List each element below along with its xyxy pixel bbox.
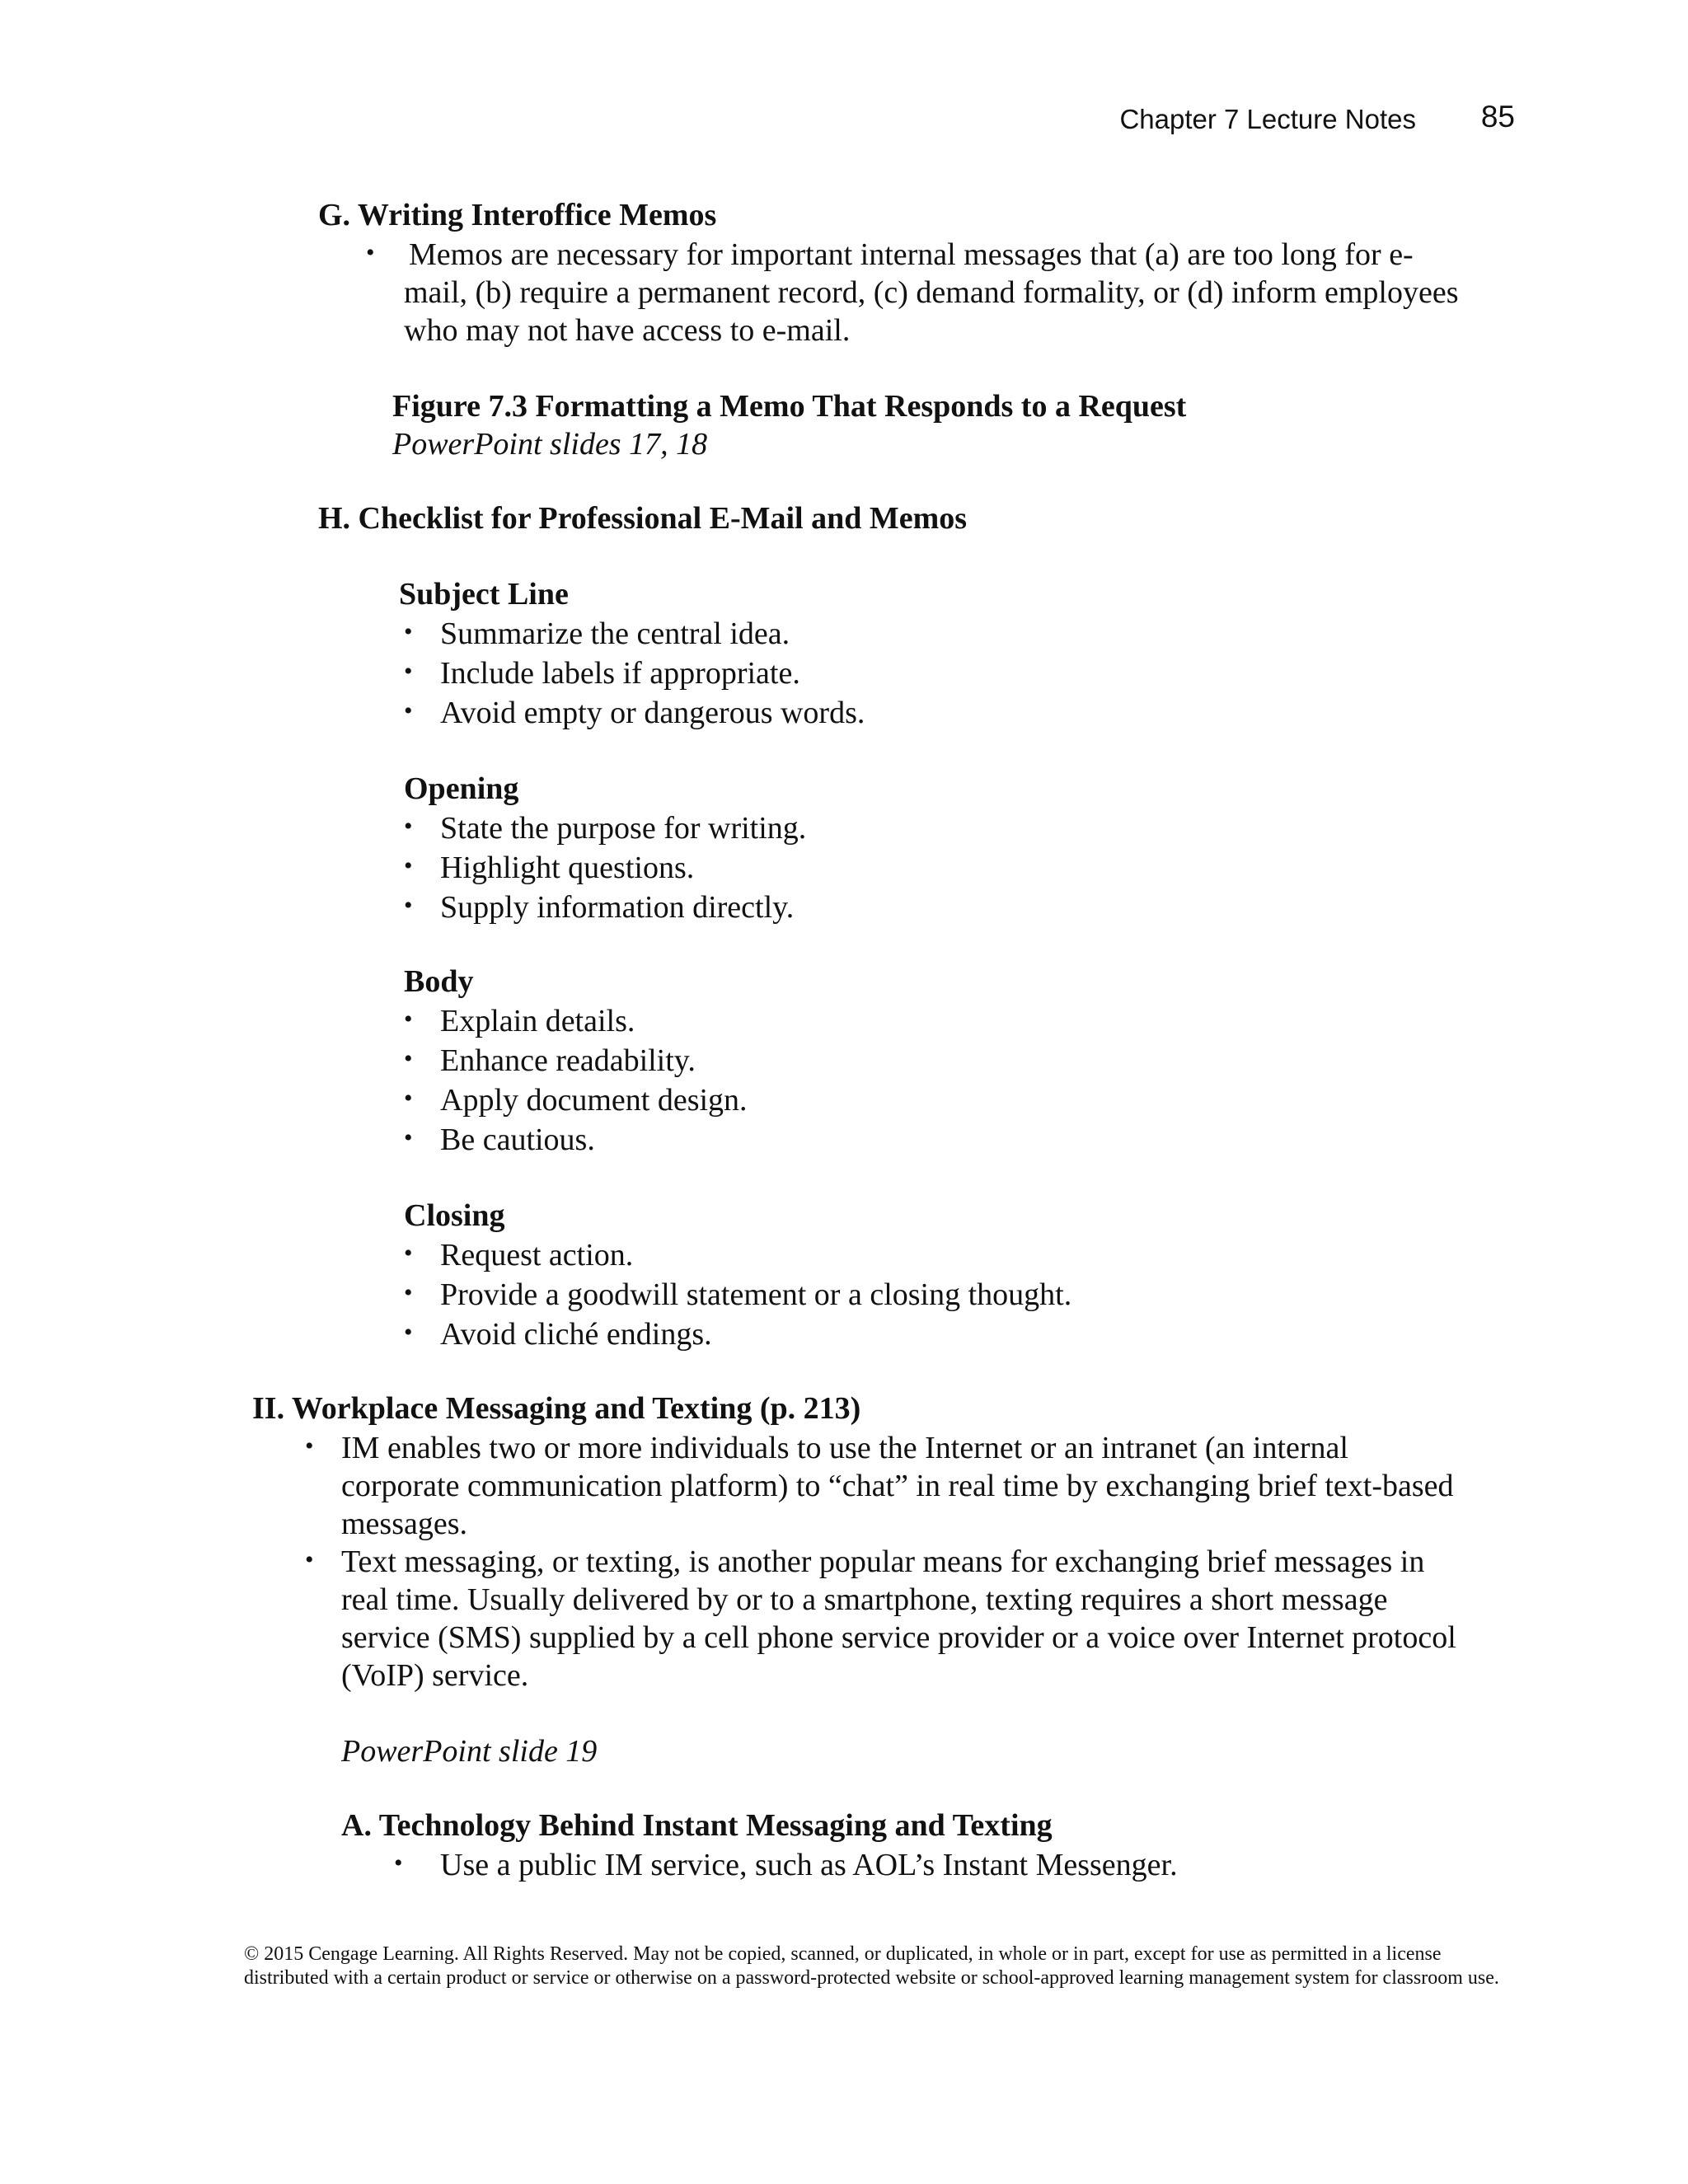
checklist-item: Be cautious. [440,1122,595,1157]
checklist-item: Supply information directly. [440,890,795,925]
bullet-icon: • [404,1085,413,1112]
checklist-item: Apply document design. [440,1083,748,1118]
bullet-icon: • [404,892,413,919]
bullet-icon: • [404,658,413,685]
section-ii-heading: II. Workplace Messaging and Texting (p. 213) [252,1391,861,1426]
page-number: 85 [1480,100,1515,134]
section-g-bullet-line: Memos are necessary for important internal messages that (a) are too long for e- [409,237,1414,272]
section-g-bullet-line: mail, (b) require a permanent record, (c) demand formality, or (d) inform employees [404,275,1459,310]
section-ii-bullet-line: Text messaging, or texting, is another popular means for exchanging brief messages in [341,1544,1425,1579]
section-ii-bullet-line: corporate communication platform) to “chat” in real time by exchanging brief text-based [341,1469,1454,1503]
section-h-heading: H. Checklist for Professional E-Mail and Memos [318,501,968,536]
running-header-title: Chapter 7 Lecture Notes [1119,104,1416,134]
checklist-item: Avoid cliché endings. [440,1317,712,1352]
figure-caption: Figure 7.3 Formatting a Memo That Responds to a Request [392,389,1187,424]
bullet-icon: • [404,697,413,724]
slide-note: PowerPoint slide 19 [341,1734,598,1769]
bullet-icon: • [404,1124,413,1151]
section-g-bullet-line: who may not have access to e-mail. [404,313,851,348]
bullet-icon: • [305,1432,314,1460]
bullet-icon: • [404,852,413,879]
checklist-item: Include labels if appropriate. [440,656,800,691]
checklist-item: Enhance readability. [440,1043,696,1078]
section-ii-bullet-line: real time. Usually delivered by or to a smartphone, texting requires a short message [341,1582,1388,1617]
subsection-a-heading: A. Technology Behind Instant Messaging and Texting [341,1808,1053,1843]
section-g-heading: G. Writing Interoffice Memos [318,198,717,232]
checklist-group-title: Body [404,964,474,999]
checklist-group-title: Closing [404,1198,505,1233]
checklist-item: Avoid empty or dangerous words. [440,696,865,730]
checklist-item: Summarize the central idea. [440,616,790,651]
bullet-icon: • [404,1005,413,1033]
checklist-item: Provide a goodwill statement or a closing thought. [440,1277,1072,1312]
bullet-icon: • [366,239,375,266]
section-ii-bullet-line: messages. [341,1507,468,1541]
checklist-item: State the purpose for writing. [440,811,807,846]
subsection-a-bullet: Use a public IM service, such as AOL’s Instant Messenger. [440,1848,1178,1882]
bullet-icon: • [305,1546,314,1573]
bullet-icon: • [404,618,413,645]
bullet-icon: • [404,1045,413,1072]
bullet-icon: • [404,1279,413,1306]
checklist-item: Highlight questions. [440,851,695,885]
copyright-footer: © 2015 Cengage Learning. All Rights Reserved. May not be copied, scanned, or duplicated, in whole or in part, except for use as permitted in a license distributed with a certain product or service or otherwise on a password-protected website or school-approved learning management system for classroom use. [244,1943,1499,1989]
checklist-item: Request action. [440,1238,634,1272]
figure-slides-note: PowerPoint slides 17, 18 [392,427,708,462]
section-ii-bullet-line: (VoIP) service. [341,1658,529,1693]
bullet-icon: • [404,1319,413,1346]
bullet-icon: • [404,1240,413,1267]
checklist-group-title: Subject Line [399,577,569,612]
section-ii-bullet-line: service (SMS) supplied by a cell phone service provider or a voice over Internet protocol [341,1620,1456,1655]
checklist-group-title: Opening [404,771,519,806]
checklist-item: Explain details. [440,1004,635,1038]
section-ii-bullet-line: IM enables two or more individuals to use the Internet or an intranet (an internal [341,1431,1348,1465]
bullet-icon: • [394,1849,403,1877]
bullet-icon: • [404,813,413,840]
